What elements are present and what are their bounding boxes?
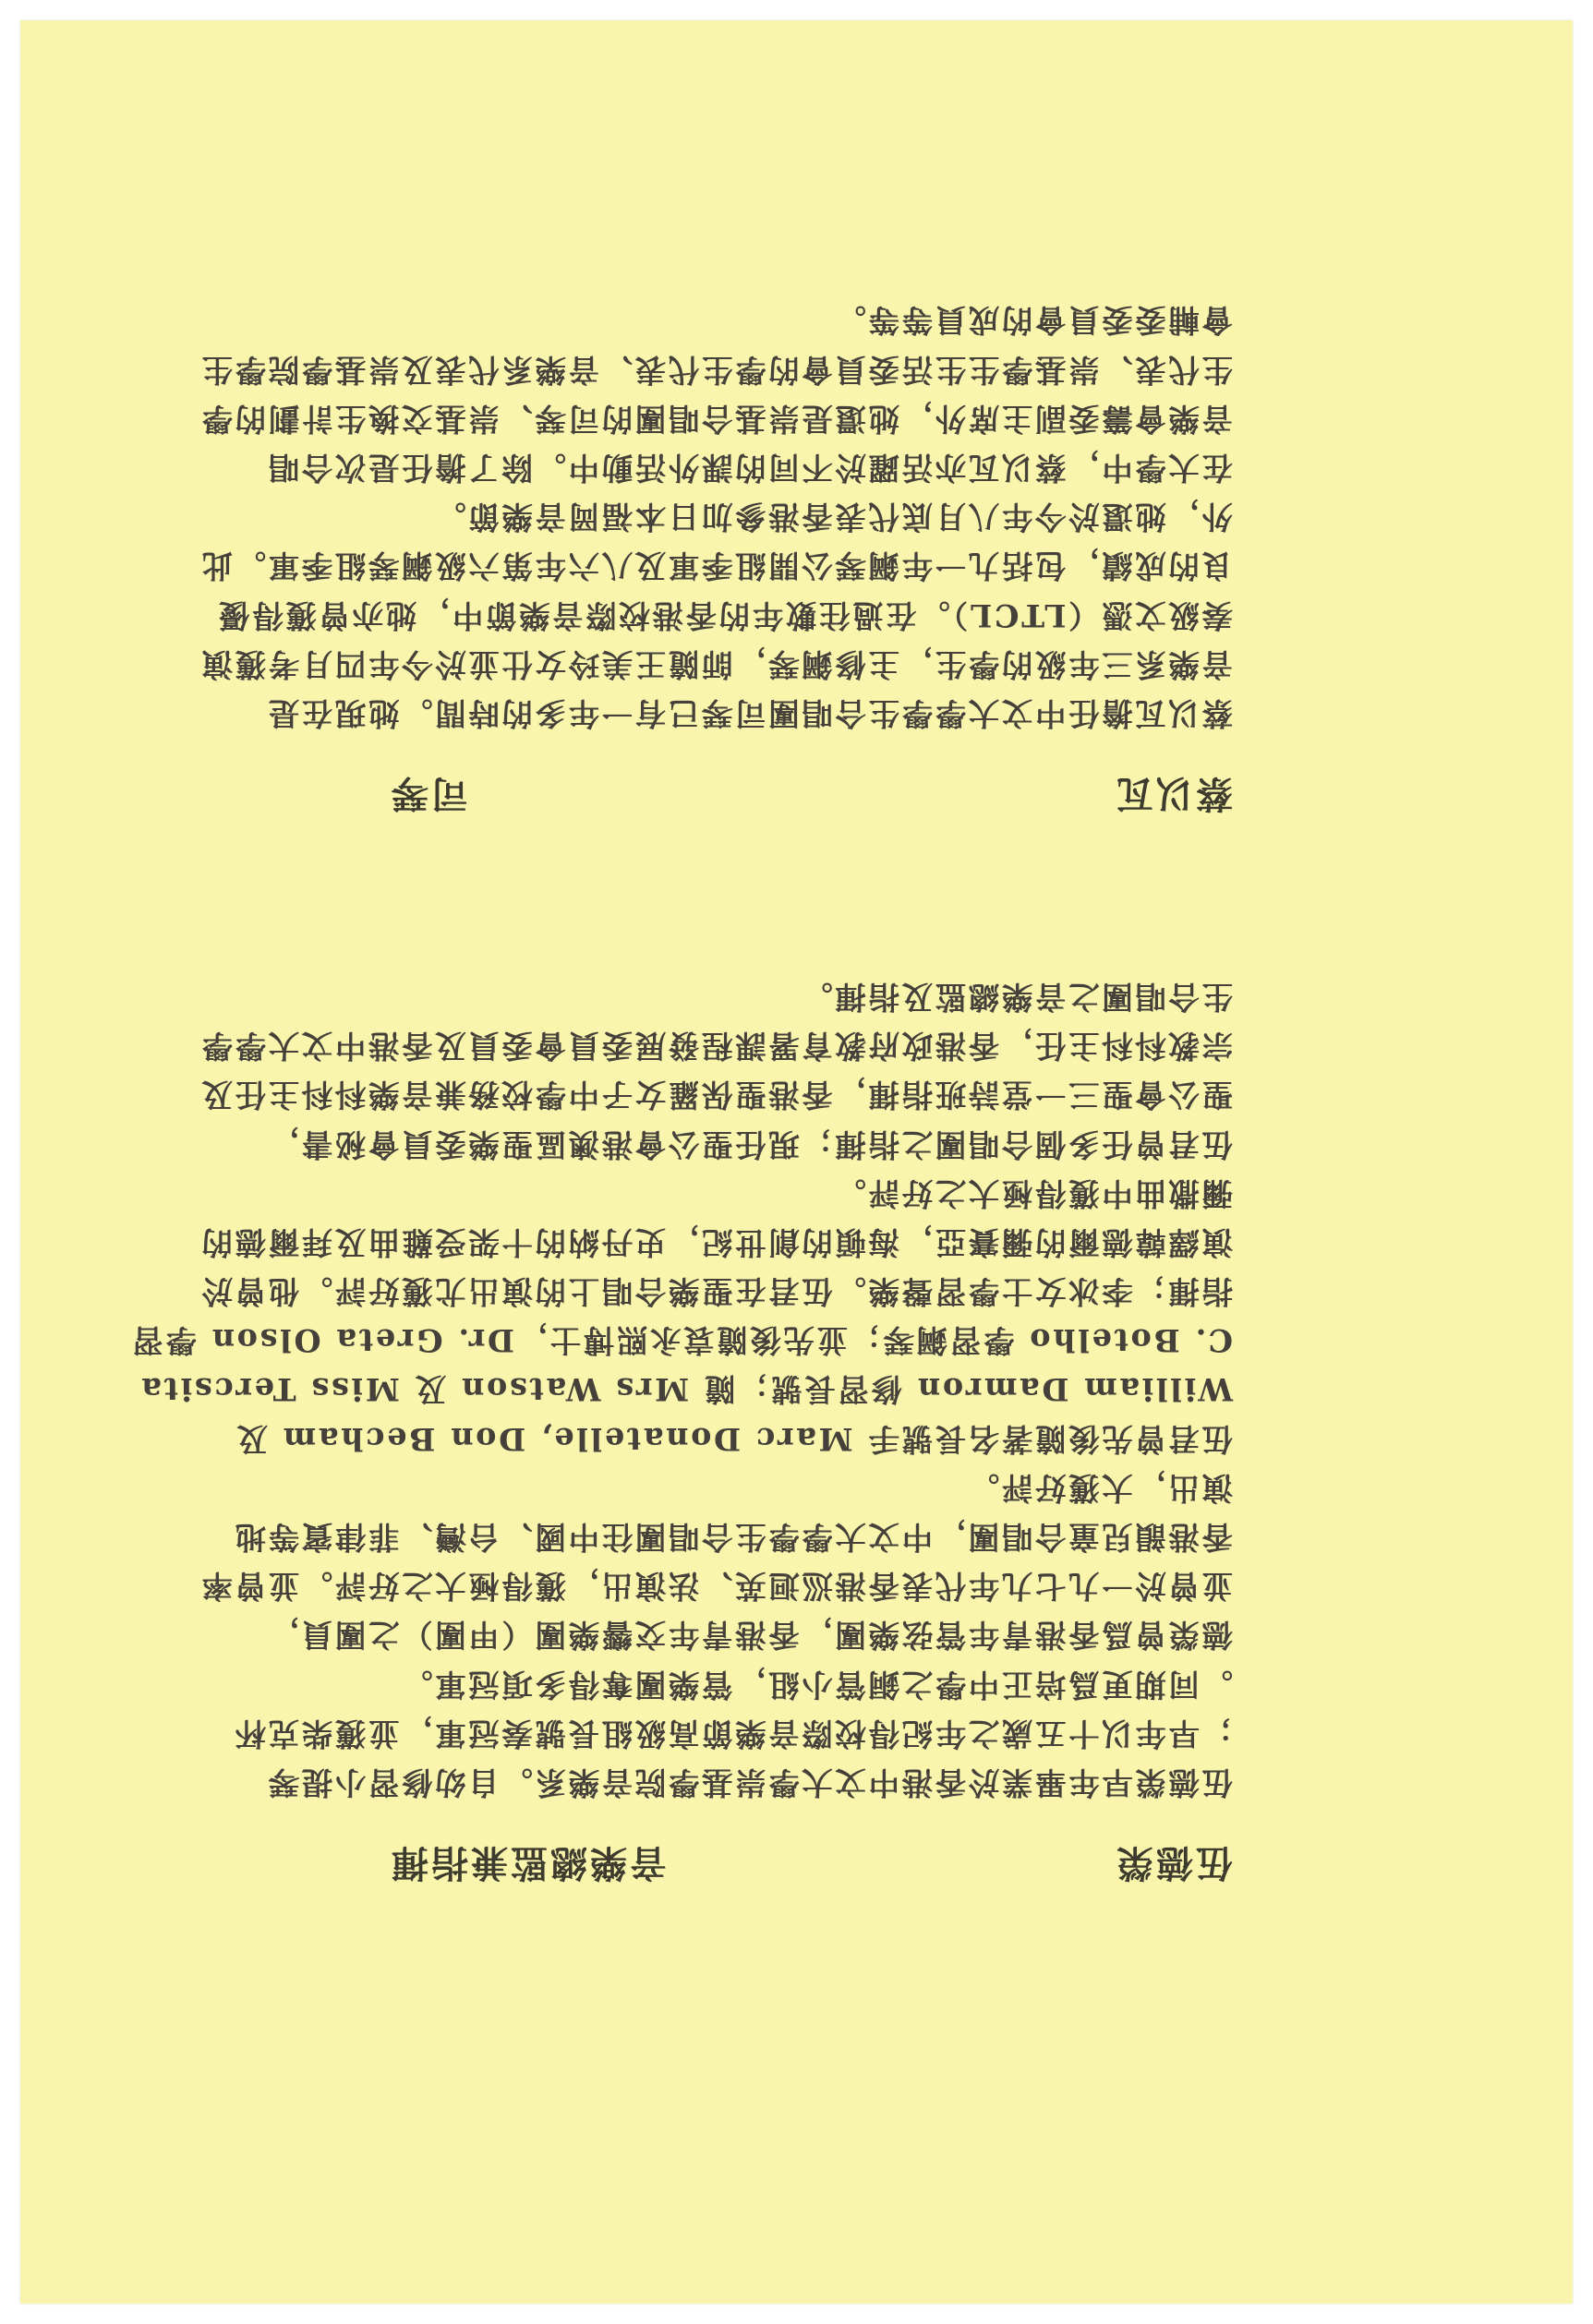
text-line: 德榮曾爲香港青年管弦樂團，香港青年交響樂團（甲團）之團員， xyxy=(266,1617,1233,1654)
text-line: 生合唱團之音樂總監及指揮。 xyxy=(799,979,1233,1015)
section-conductor xyxy=(129,972,1233,1892)
text-line: 外，她還於今年八月底代表香港參加日本福岡音樂節。 xyxy=(432,499,1233,536)
text-line: 生代表、崇基學生生活委員會的學生代表、音樂系代表及崇基學院學生 xyxy=(199,351,1233,388)
section-heading xyxy=(309,772,1233,823)
text-line: 音樂系三年級的學生，主修鋼琴，師隨王美玲女仕並於今年四月考獲演 xyxy=(199,645,1233,682)
text-line: 奏級文憑（LTCL）。在過往數年的香港校際音樂節中，她亦曾獲得優 xyxy=(216,596,1233,633)
text-line: 彌撒曲中獲得極大之好評。 xyxy=(832,1174,1233,1211)
text-line: 音樂會籌委副主席外，她還是崇基合唱團的司琴、崇基交換生計劃的學 xyxy=(199,400,1233,437)
rotated-content xyxy=(20,20,1573,2304)
text-line: 聖公會聖三一堂詩班指揮，香港聖保羅女子中學校務兼音樂科科主任及 xyxy=(199,1077,1233,1114)
text-line: 伍君曾先後隨著名長號手 Marc Donatelle, Don Becham 及 xyxy=(234,1420,1233,1457)
text-line: 演出，大獲好評。 xyxy=(966,1469,1233,1506)
section-heading xyxy=(309,1841,1233,1892)
text-line: 良的成績，包括九一年鋼琴公開組季軍及八六年第六級鋼琴組季軍。此 xyxy=(199,548,1233,584)
text-line: 並曾於一九七九年代表香港巡迴英、法演出，獲得極大之好評。並曾率 xyxy=(199,1568,1233,1605)
page-sheet xyxy=(20,20,1573,2304)
text-line: 演繹韓德爾的彌賽亞，海頓的創世紀，史丹納的十架受難曲及拜爾德的 xyxy=(199,1223,1233,1260)
text-line: William Damron 修習長號；隨 Mrs Watson 及 Miss Tercsita xyxy=(139,1371,1233,1408)
text-line: 在大學中，蔡以瓦亦活躍於不同的課外活動中。除了擔任是次合唱 xyxy=(266,450,1233,487)
section-accompanist xyxy=(199,295,1233,823)
text-line: 。同期更爲培正中學之銅管小組，管樂團奪得多項冠軍。 xyxy=(399,1666,1233,1703)
person-role: 音樂總監兼指揮 xyxy=(389,1841,667,1884)
text-line: 宗教科科主任，香港政府教育署課程發展委員會委員及香港中文大學學 xyxy=(199,1028,1233,1065)
text-line: 香港韻兒童合唱團，中文大學學生合唱團往中國、台灣、菲律賓等地 xyxy=(233,1519,1233,1556)
text-line: 伍君曾任多個合唱團之指揮；現任聖公會港澳區聖樂委員會秘書， xyxy=(266,1126,1233,1162)
text-line: 會輔委委員會的成員等等。 xyxy=(832,302,1233,339)
biography-text xyxy=(129,972,1233,1807)
text-line: C. Botelho 學習鋼琴；並先後隨袁永熙博士，Dr. Greta Olson 學習 xyxy=(129,1322,1233,1359)
person-name: 伍德榮 xyxy=(1114,1841,1233,1884)
text-line: 伍德榮早年畢業於香港中文大學崇基學院音樂系。自幼修習小提琴 xyxy=(266,1764,1233,1800)
text-line: ；早年以十五歲之年紀得校際音樂節高級組長號奏冠軍，並獲柴克杯 xyxy=(233,1715,1233,1752)
text-line: 指揮；李冰女士學習聲樂。伍君在聖樂合唱上的演出尤獲好評。他曾於 xyxy=(199,1273,1233,1310)
text-line: 蔡以瓦擔任中文大學學生合唱團司琴已有一年多的時間。她現在是 xyxy=(266,695,1233,731)
biography-text xyxy=(199,295,1233,738)
person-name: 蔡以瓦 xyxy=(1114,772,1233,814)
person-role: 司琴 xyxy=(389,772,468,814)
